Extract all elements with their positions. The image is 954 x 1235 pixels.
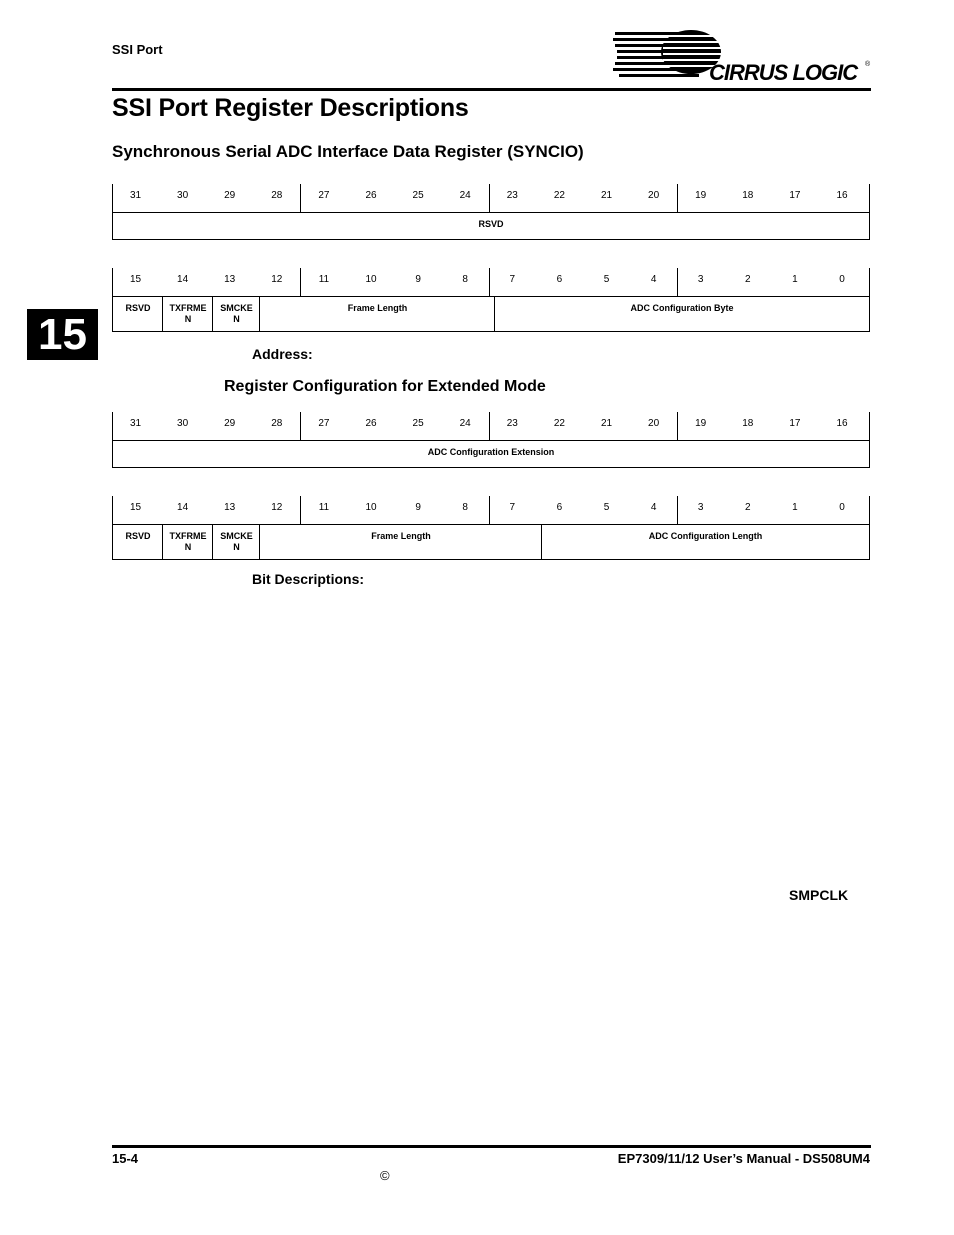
register-normal-low xyxy=(112,268,870,332)
bit-number: 31 xyxy=(129,418,142,429)
bit-number-row xyxy=(112,268,870,296)
bit-number: 17 xyxy=(789,418,801,429)
field-adc-config-extension: ADC Configuration Extension xyxy=(427,447,555,457)
bit-number: 3 xyxy=(697,274,704,285)
bit-number: 13 xyxy=(224,274,236,285)
register-normal-high xyxy=(112,184,870,240)
bit-number: 24 xyxy=(459,190,471,201)
field-row xyxy=(112,524,870,560)
bit-number: 22 xyxy=(553,418,565,429)
svg-text:®: ® xyxy=(865,61,871,68)
bit-number: 1 xyxy=(792,274,798,285)
bit-number: 0 xyxy=(839,274,845,285)
bit-number: 2 xyxy=(745,502,751,513)
bit-number: 9 xyxy=(415,274,421,285)
bit-number-row xyxy=(112,184,870,212)
bit-number: 7 xyxy=(509,502,516,513)
bit-number: 26 xyxy=(365,190,377,201)
register-heading: Synchronous Serial ADC Interface Data Register (SYNCIO) xyxy=(112,142,584,161)
bit-number: 12 xyxy=(271,502,283,513)
bit-number: 29 xyxy=(224,190,236,201)
bit-number: 23 xyxy=(506,418,518,429)
extended-mode-heading: Register Configuration for Extended Mode xyxy=(224,378,546,395)
field-frame-length: Frame Length xyxy=(347,303,408,313)
bit-number: 20 xyxy=(648,190,660,201)
bit-number: 8 xyxy=(462,502,468,513)
bit-number: 11 xyxy=(318,274,330,285)
bit-number: 8 xyxy=(462,274,468,285)
field-adc-config-byte: ADC Configuration Byte xyxy=(630,303,734,313)
bit-number: 30 xyxy=(177,190,189,201)
bit-number: 5 xyxy=(603,502,610,513)
bit-number: 28 xyxy=(271,418,283,429)
header-rule xyxy=(112,88,871,91)
bit-number: 15 xyxy=(129,502,142,513)
bit-number: 17 xyxy=(789,190,801,201)
bit-number: 15 xyxy=(129,274,142,285)
bit-number: 12 xyxy=(271,274,283,285)
field-rsvd: RSVD xyxy=(478,219,504,229)
bit-number: 3 xyxy=(697,502,704,513)
bit-number: 21 xyxy=(600,418,613,429)
manual-title: EP7309/11/12 User’s Manual - DS508UM4 xyxy=(617,1151,870,1166)
page-title: SSI Port Register Descriptions xyxy=(112,94,469,122)
address-label: Address: xyxy=(252,346,313,362)
bit-number: 10 xyxy=(365,274,377,285)
field-adc-config-length: ADC Configuration Length xyxy=(648,531,763,541)
bit-number: 23 xyxy=(506,190,518,201)
field-rsvd: RSVD xyxy=(125,303,151,313)
bit-number: 14 xyxy=(177,502,189,513)
bit-number: 14 xyxy=(177,274,189,285)
bit-descriptions-label: Bit Descriptions: xyxy=(252,571,365,587)
bit-number: 25 xyxy=(412,418,424,429)
field-txfrmen: TXFRME N xyxy=(169,303,207,324)
bit-number: 13 xyxy=(224,502,236,513)
bit-number: 6 xyxy=(556,274,563,285)
bit-number: 0 xyxy=(839,502,845,513)
register-ext-high xyxy=(112,412,870,468)
field-smcken: SMCKE N xyxy=(220,531,253,552)
field-rsvd: RSVD xyxy=(125,531,151,541)
bit-number: 27 xyxy=(318,190,330,201)
bit-number: 16 xyxy=(836,418,848,429)
page-number: 15-4 xyxy=(112,1151,139,1166)
bit-number: 6 xyxy=(556,502,563,513)
bit-number: 31 xyxy=(129,190,142,201)
bit-number: 10 xyxy=(365,502,377,513)
bit-number: 27 xyxy=(318,418,330,429)
register-ext-low xyxy=(112,496,870,560)
bit-number: 7 xyxy=(509,274,516,285)
bit-number: 2 xyxy=(745,274,751,285)
field-row xyxy=(112,212,870,240)
cirrus-logic-logo xyxy=(613,28,875,84)
field-txfrmen: TXFRME N xyxy=(169,531,207,552)
bit-number-row xyxy=(112,412,870,440)
field-row xyxy=(112,296,870,332)
bit-number: 18 xyxy=(742,190,754,201)
footer-rule xyxy=(112,1145,871,1148)
bit-number: 20 xyxy=(648,418,660,429)
chapter-tab: 15 xyxy=(27,309,98,360)
bit-number: 19 xyxy=(695,190,707,201)
bit-number: 9 xyxy=(415,502,421,513)
bit-number-row xyxy=(112,496,870,524)
bit-number: 1 xyxy=(792,502,798,513)
bit-number: 28 xyxy=(271,190,283,201)
bit-number: 16 xyxy=(836,190,848,201)
bit-number: 19 xyxy=(695,418,707,429)
field-frame-length: Frame Length xyxy=(371,531,431,541)
bit-number: 30 xyxy=(177,418,189,429)
bit-number: 4 xyxy=(650,274,657,285)
smpclk-label: SMPCLK xyxy=(789,887,849,903)
bit-number: 22 xyxy=(553,190,565,201)
bit-number: 11 xyxy=(318,502,330,513)
bit-number: 25 xyxy=(412,190,424,201)
bit-number: 18 xyxy=(742,418,754,429)
bit-number: 21 xyxy=(600,190,613,201)
bit-number: 24 xyxy=(459,418,471,429)
bit-number: 5 xyxy=(603,274,610,285)
bit-number: 4 xyxy=(650,502,657,513)
field-smcken: SMCKE N xyxy=(220,303,253,324)
copyright-symbol: © xyxy=(380,1168,390,1183)
bit-number: 26 xyxy=(365,418,377,429)
bit-number: 29 xyxy=(224,418,236,429)
brand-text: CIRRUS LOGIC xyxy=(709,60,858,84)
running-header-section: SSI Port xyxy=(112,42,163,57)
field-row xyxy=(112,440,870,468)
